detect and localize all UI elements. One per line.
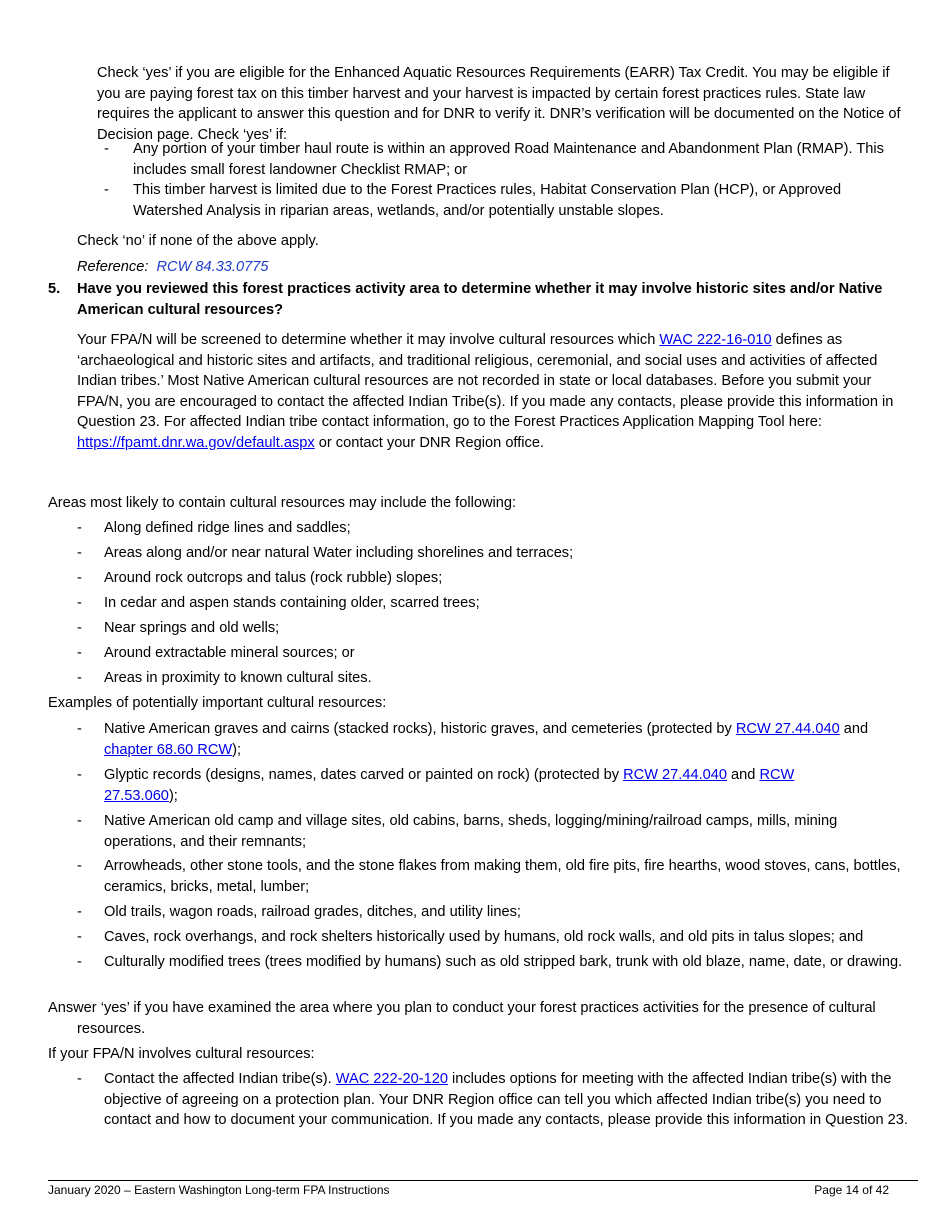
q5-body-text: or contact your DNR Region office. [314, 434, 544, 451]
reference-label: Reference: [77, 259, 149, 275]
list-item: Along defined ridge lines and saddles; [104, 520, 351, 536]
item-text: Native American graves and cairns (stacked rocks), historic graves, and cemeteries (protected by [104, 721, 736, 737]
rcw-27-44-040-link[interactable]: RCW 27.44.040 [735, 721, 840, 737]
item-text: and [726, 767, 760, 783]
question-5-heading: Have you reviewed this forest practices activity area to determine whether it may involve historic sites and/or Native American cultural resources? [77, 281, 883, 318]
list-item [104, 765, 864, 806]
q5-body-text: Your FPA/N will be screened to determine whether it may involve cultural resources which [77, 332, 660, 348]
page-number: Page 14 of 42 [814, 1183, 889, 1197]
bullet-dash: - [77, 595, 82, 611]
examples-heading: Examples of potentially important cultural resources: [48, 695, 387, 711]
bullet-dash: - [77, 545, 82, 561]
footer-title: January 2020 – Eastern Washington Long-term FPA Instructions [48, 1183, 390, 1197]
question-5-body [77, 330, 917, 453]
item-text: Glyptic records (designs, names, dates carved or painted on rock) (protected by [104, 767, 624, 783]
earr-intro: Check ‘yes’ if you are eligible for the Enhanced Aquatic Resources Requirements (EARR) Tax Credit. You may be eligible if you are paying forest tax on this timber harvest and your harvest is impacted by certain forest practices rules. State law requires the applicant to answer this question and for DNR to verify it. DNR’s verification will be documented on the Notice of Decision page. Check ‘yes’ if: [97, 65, 901, 143]
reference-line [77, 257, 268, 278]
list-item: Areas along and/or near natural Water including shorelines and terraces; [104, 545, 574, 561]
bullet-dash: - [77, 570, 82, 586]
bullet-dash: - [77, 767, 82, 783]
rcw-84-33-0775-link[interactable]: RCW 84.33.0775 [156, 259, 269, 275]
list-item: Native American old camp and village sites, old cabins, barns, sheds, logging/mining/railroad camps, mills, mining operations, and their remnants; [104, 813, 838, 850]
bullet-dash: - [77, 929, 82, 945]
wac-222-20-120-link[interactable]: WAC 222-20-120 [335, 1071, 448, 1087]
list-item: Around rock outcrops and talus (rock rubble) slopes; [104, 570, 443, 586]
bullet-dash: - [77, 813, 82, 829]
list-item: Areas in proximity to known cultural sites. [104, 670, 372, 686]
rcw-27-44-040-link[interactable]: RCW 27.44.040 [623, 767, 727, 783]
bullet-dash: - [77, 620, 82, 636]
earr-bullet-rmap: Any portion of your timber haul route is within an approved Road Maintenance and Abandonment Plan (RMAP). This includes small forest landowner Checklist RMAP; or [133, 141, 884, 178]
areas-heading: Areas most likely to contain cultural resources may include the following: [48, 495, 517, 511]
wac-222-16-010-link[interactable]: WAC 222-16-010 [659, 332, 772, 348]
bullet-dash: - [104, 182, 109, 198]
rcw-27-53-060-link[interactable]: RCW 27.53.060 [104, 767, 795, 804]
item-text: ); [168, 787, 178, 804]
item-text: includes options for meeting with the affected Indian tribe(s) with the objective of agreeing on a protection plan. Your DNR Region office can tell you which affected Indian tribe(s) you need to contact and how to document your communication. If you made any contacts, please provide this information in Question 23. [104, 1071, 908, 1128]
list-item [104, 1069, 914, 1131]
q5-body-text: defines as ‘archaeological and historic sites and artifacts, and traditional religious, ceremonial, and social uses and activities of affected Indian tribes.’ Most Native American cultural resources are not recorded in state or local databases. Before you submit your FPA/N, you are encouraged to contact the affected Indian Tribe(s). If you made any contacts, please provide this information in Question 23. For affected Indian tribe contact information, go to the Forest Practices Application Mapping Tool here: [77, 332, 894, 430]
footer-divider [48, 1180, 918, 1181]
list-item: Caves, rock overhangs, and rock shelters historically used by humans, old rock walls, and old pits in talus slopes; and [104, 929, 864, 945]
list-item: In cedar and aspen stands containing older, scarred trees; [104, 595, 480, 611]
bullet-dash: - [77, 1071, 82, 1087]
item-text: and [839, 721, 869, 737]
chapter-68-60-rcw-link[interactable]: chapter 68.60 RCW [104, 741, 233, 758]
bullet-dash: - [77, 670, 82, 686]
item-text: Contact the affected Indian tribe(s). [104, 1071, 336, 1087]
list-item: Old trails, wagon roads, railroad grades, ditches, and utility lines; [104, 904, 521, 920]
bullet-dash: - [104, 141, 109, 157]
item-text: ); [232, 741, 242, 758]
list-item: Culturally modified trees (trees modified by humans) such as old stripped bark, trunk with old blaze, name, date, or drawing. [104, 954, 903, 970]
bullet-dash: - [77, 520, 82, 536]
list-item: Around extractable mineral sources; or [104, 645, 355, 661]
fpamt-url-link[interactable]: https://fpamt.dnr.wa.gov/default.aspx [77, 434, 315, 451]
question-5-number: 5. [48, 281, 61, 297]
bullet-dash: - [77, 904, 82, 920]
answer-yes-text: Answer ‘yes’ if you have examined the area where you plan to conduct your forest practices activities for the presence of cultural resources. [48, 1000, 876, 1037]
bullet-dash: - [77, 858, 82, 874]
list-item [104, 719, 904, 760]
bullet-dash: - [77, 645, 82, 661]
bullet-dash: - [77, 954, 82, 970]
list-item: Near springs and old wells; [104, 620, 280, 636]
bullet-dash: - [77, 721, 82, 737]
involves-heading: If your FPA/N involves cultural resources: [48, 1046, 315, 1062]
earr-bullet-limited: This timber harvest is limited due to the Forest Practices rules, Habitat Conservation Plan (HCP), or Approved Watershed Analysis in riparian areas, wetlands, and/or potentially unstable slopes. [133, 182, 842, 219]
list-item: Arrowheads, other stone tools, and the stone flakes from making them, old fire pits, fire hearths, wood stoves, cans, bottles, ceramics, bricks, metal, lumber; [104, 858, 901, 895]
check-no-text: Check ‘no’ if none of the above apply. [77, 233, 319, 249]
